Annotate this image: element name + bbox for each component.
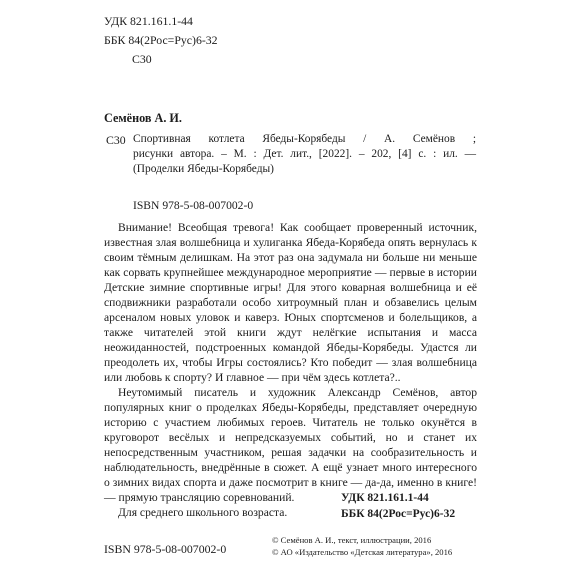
copyright-publisher: © АО «Издательство «Детская литература», 2016	[272, 547, 453, 557]
copyright-author: © Семёнов А. И., текст, иллюстрации, 2016	[272, 535, 432, 545]
udk-code: УДК 821.161.1-44	[104, 14, 193, 28]
description-line: Спортивная котлета Ябеды-Корябеды / А. Семёнов ;	[133, 133, 476, 145]
footer-udk: УДК 821.161.1-44	[341, 492, 429, 504]
author-heading: Семёнов А. И.	[104, 111, 182, 125]
annotation	[104, 220, 477, 520]
footer-isbn: ISBN 978-5-08-007002-0	[104, 542, 227, 556]
card-code: С30	[106, 133, 126, 147]
annotation-paragraph: Неутомимый писатель и художник Александр Семёнов, автор популярных книг о проделках Ябеды-Корябеды, представляет очередную историю с участием любимых героев. Читатель не только окунётся в круговорот весёлых и непредсказуемых событий, но и станет их непосредственным участником, решая задачки на сообразительность и наблюдательность, внедрённые в сюжет. А ещё узнает много интересного о зимних видах спорта и даже посмотрит в книге — да-да, именно в книге! — прямую трансляцию соревнований.	[104, 386, 477, 504]
annotation-paragraph: Для среднего школьного возраста.	[118, 506, 288, 519]
bbk-code: ББК 84(2Рос=Рус)6-32	[104, 33, 218, 47]
isbn-main: ISBN 978-5-08-007002-0	[133, 199, 254, 212]
author-mark: С30	[132, 52, 152, 66]
description-line: рисунки автора. – М. : Дет. лит., [2022]. – 202, [4] с. : ил. —	[133, 148, 476, 160]
description-line: (Проделки Ябеды-Корябеды)	[133, 163, 274, 175]
annotation-paragraph: Внимание! Всеобщая тревога! Как сообщает проверенный источник, известная злая волшебница и хулиганка Ябеда-Корябеда опять вернулась к своим тёмным делишкам. На этот раз она задумала ни больше ни меньше как сорвать крупнейшее международное мероприятие — первые в истории Детские зимние спортивные игры! Для этого коварная волшебница и её сподвижники разработали особо хитроумный план и обзавелись целым арсеналом новых уловок и каверз. Юных спортсменов и болельщиков, а также читателей этой книги ждут нелёгкие испытания и масса неожиданностей, подстроенных командой Ябеды-Корябеды. Удастся ли преодолеть их, чтобы Игры состоялись? Кто победит — злая волшебница или любовь к спорту? И главное — при чём здесь котлета?..	[104, 221, 477, 384]
footer-bbk: ББК 84(2Рос=Рус)6-32	[341, 508, 456, 520]
